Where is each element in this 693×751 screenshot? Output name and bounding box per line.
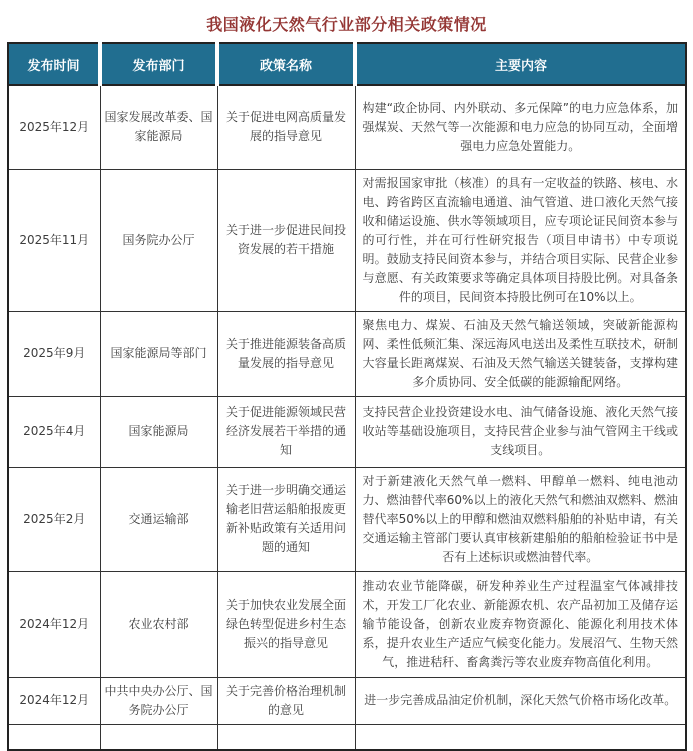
content-cell: 对需报国家审批（核准）的具有一定收益的铁路、核电、水电、跨省跨区直流输电通道、油气管道、进口液化天然气接收和储运设施、供水等领域项目，应专项论证民间资本参与的可行性，并在可行性研究报告（项目申请书）中专项说明。鼓励支持民间资本参与，并结合项目实际、民营企业参与意愿、有关政策要求等确定具体项目持股比例。对具备条件的项目，民间资本持股比例可在10%以上。 (355, 169, 686, 311)
table-row (8, 311, 686, 396)
policy-name-cell: 关于加快农业发展全面绿色转型促进乡村生态振兴的指导意见 (217, 571, 355, 677)
empty-cell (8, 724, 100, 750)
department-cell: 交通运输部 (100, 467, 217, 571)
table-row (8, 677, 686, 724)
table-row-partial (8, 724, 686, 750)
header-publish-department: 发布部门 (100, 43, 217, 85)
department-cell: 中共中央办公厅、国务院办公厅 (100, 677, 217, 724)
date-cell: 2025年12月 (8, 85, 100, 169)
policy-name-cell: 关于进一步促进民间投资发展的若干措施 (217, 169, 355, 311)
content-cell: 构建“政企协同、内外联动、多元保障”的电力应急体系，加强煤炭、天然气等一次能源和电力应急的协同互动，全面增强电力应急处置能力。 (355, 85, 686, 169)
header-main-content: 主要内容 (355, 43, 686, 85)
table-row (8, 467, 686, 571)
table-row (8, 396, 686, 467)
content-cell: 支持民营企业投资建设水电、油气储备设施、液化天然气接收站等基础设施项目，支持民营企业参与油气管网主干线或支线项目。 (355, 396, 686, 467)
empty-cell (217, 724, 355, 750)
department-cell: 国务院办公厅 (100, 169, 217, 311)
date-cell: 2025年4月 (8, 396, 100, 467)
department-cell: 国家发展改革委、国家能源局 (100, 85, 217, 169)
table-row (8, 571, 686, 677)
policy-name-cell: 关于促进能源领域民营经济发展若干举措的通知 (217, 396, 355, 467)
policy-name-cell: 关于推进能源装备高质量发展的指导意见 (217, 311, 355, 396)
date-cell: 2025年9月 (8, 311, 100, 396)
content-cell: 聚焦电力、煤炭、石油及天然气输送领域，突破新能源构网、柔性低频汇集、深远海风电送出及柔性互联技术，研制大容量长距离煤炭、石油及天然气输送关键装备，支撑构建多介质协同、安全低碳的能源输配网络。 (355, 311, 686, 396)
date-cell: 2025年2月 (8, 467, 100, 571)
policy-table-body (8, 85, 686, 750)
header-publish-date: 发布时间 (8, 43, 100, 85)
table-header-row (8, 43, 686, 85)
department-cell: 国家能源局 (100, 396, 217, 467)
date-cell: 2024年12月 (8, 677, 100, 724)
department-cell: 农业农村部 (100, 571, 217, 677)
content-cell: 对于新建液化天然气单一燃料、甲醇单一燃料、纯电池动力、燃油替代率60%以上的液化天然气和燃油双燃料、燃油替代率50%以上的甲醇和燃油双燃料船舶的补贴申请，有关交通运输主管部门要认真审核新建船舶的船舶检验证书中是否有上述标识或燃油替代率。 (355, 467, 686, 571)
date-cell: 2025年11月 (8, 169, 100, 311)
content-cell: 推动农业节能降碳，研发种养业生产过程温室气体减排技术，开发工厂化农业、新能源农机、农产品初加工及储存运输节能设备，创新农业废弃物资源化、能源化利用技术体系，提升农业生产适应气候变化能力。发展沼气、生物天然气，推进秸秆、畜禽粪污等农业废弃物高值化利用。 (355, 571, 686, 677)
empty-cell (100, 724, 217, 750)
date-cell: 2024年12月 (8, 571, 100, 677)
policy-table (7, 42, 687, 751)
empty-cell (355, 724, 686, 750)
department-cell: 国家能源局等部门 (100, 311, 217, 396)
policy-name-cell: 关于进一步明确交通运输老旧营运船舶报废更新补贴政策有关适用问题的通知 (217, 467, 355, 571)
policy-name-cell: 关于促进电网高质量发展的指导意见 (217, 85, 355, 169)
table-row (8, 85, 686, 169)
header-policy-name: 政策名称 (217, 43, 355, 85)
content-cell: 进一步完善成品油定价机制，深化天然气价格市场化改革。 (355, 677, 686, 724)
policy-name-cell: 关于完善价格治理机制的意见 (217, 677, 355, 724)
page-title: 我国液化天然气行业部分相关政策情况 (206, 15, 487, 34)
table-row (8, 169, 686, 311)
